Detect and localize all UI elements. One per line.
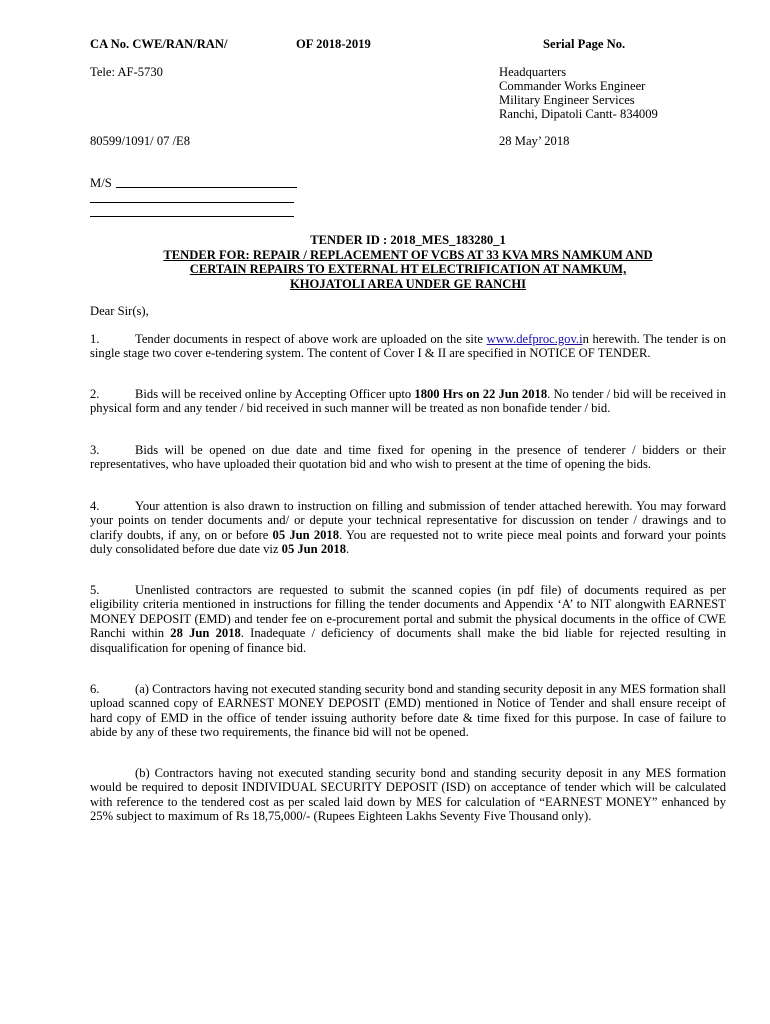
query-deadline: 05 Jun 2018 — [281, 542, 347, 557]
sender-address — [499, 65, 658, 121]
addressee-blank-line — [116, 187, 297, 188]
paragraph-5: 5. Unenlisted contractors are requested to submit the scanned copies (in pdf file) of documents required as per eligibility criteria mentioned in instructions for filling the tender documents and Appendix ‘A’ to NIT alongwith EARNEST MONEY DEPOSIT (EMD) and tender fee on e-procurement portal and submit the physical documents in the office of CWE Ranchi within 28 Jun 2018. Inadequate / deficiency of documents shall make the bid liable for rejected resulting in disqualification for opening of finance bid. — [90, 583, 727, 655]
paragraph-1: 1. Tender documents in respect of above work are uploaded on the site www.defproc.gov.in herewith. The tender is on single stage two cover e-tendering system. The content of Cover I & II are specified in NOTICE OF TENDER. — [90, 332, 726, 361]
paragraph-2: 2. Bids will be received online by Accepting Officer upto 1800 Hrs on 22 Jun 2018. No tender / bid will be received in physical form and any tender / bid received in such manner will be treated as non bonafide tender / bid. — [90, 387, 727, 416]
serial-page-number: Serial Page No. — [543, 37, 626, 51]
addressee-blank-line — [90, 202, 294, 203]
reference-number: 80599/1091/ 07 /E8 — [90, 134, 191, 148]
paragraph-number: 6. — [90, 682, 100, 696]
address-line: Military Engineer Services — [499, 93, 635, 107]
addressee-blank-line — [90, 216, 294, 217]
tender-subject-line: KHOJATOLI AREA UNDER GE RANCHI — [289, 276, 527, 291]
telephone: Tele: AF-5730 — [90, 65, 163, 79]
paragraph-6a: 6. (a) Contractors having not executed standing security bond and standing security deposit in any MES formation shall upload scanned copy of EARNEST MONEY DEPOSIT (EMD) mentioned in Notice of Tender and shall ensure receipt of hard copy of EMD in the office of tender issuing authority before date & time fixed for this purpose. In case of failure to abide by any of these two requirements, the finance bid will not be opened. — [90, 682, 726, 740]
query-deadline: 05 Jun 2018 — [272, 527, 340, 542]
paragraph-number: 5. — [90, 583, 100, 597]
paragraph-3: 3. Bids will be opened on due date and time fixed for opening in the presence of tenderer / bidders or their representatives, who have uploaded their quotation bid and who wish to present at the time of opening the bids. — [90, 443, 726, 472]
document-deadline: 28 Jun 2018 — [170, 626, 241, 641]
paragraph-number: 3. — [90, 443, 100, 457]
address-line: Headquarters — [499, 65, 567, 79]
ca-number: CA No. CWE/RAN/RAN/ — [90, 37, 228, 51]
letter-date: 28 May’ 2018 — [499, 134, 570, 148]
paragraph-number: 4. — [90, 499, 100, 513]
addressee-label: M/S — [90, 176, 112, 190]
paragraph-6b: (b) Contractors having not executed standing security bond and standing security deposit in any MES formation would be required to deposit INDIVIDUAL SECURITY DEPOSIT (ISD) on acceptance of tender which will be calculated with reference to the tendered cost as per scaled laid down by MES for calculation of “EARNEST MONEY” enhanced by 25% subject to maximum of Rs 18,75,000/- (Rupees Eighteen Lakhs Seventy Five Thousand only). — [90, 766, 726, 824]
paragraph-4: 4. Your attention is also drawn to instruction on filling and submission of tender attached herewith. You may forward your points on tender documents and/ or depute your technical representative for discussion on tender / drawings and to clarify doubts, if any, on or before 05 Jun 2018. You are requested not to write piece meal points and forward your points duly consolidated before due date viz 05 Jun 2018. — [90, 499, 726, 557]
defproc-link[interactable]: www.defproc.gov.i — [486, 332, 583, 346]
tender-subject-line: CERTAIN REPAIRS TO EXTERNAL HT ELECTRIFICATION AT NAMKUM, — [189, 262, 627, 276]
salutation: Dear Sir(s), — [90, 304, 149, 318]
bid-deadline: 1800 Hrs on 22 Jun 2018 — [414, 387, 548, 401]
paragraph-number: 1. — [90, 332, 100, 346]
address-line: Ranchi, Dipatoli Cantt- 834009 — [499, 107, 658, 121]
address-line: Commander Works Engineer — [499, 79, 646, 93]
tender-title-block — [90, 233, 726, 291]
tender-id: TENDER ID : 2018_MES_183280_1 — [310, 233, 506, 247]
financial-year: OF 2018-2019 — [296, 37, 371, 51]
tender-subject-line: TENDER FOR: REPAIR / REPLACEMENT OF VCBS AT 33 KVA MRS NAMKUM AND — [163, 247, 653, 262]
paragraph-number: 2. — [90, 387, 100, 401]
